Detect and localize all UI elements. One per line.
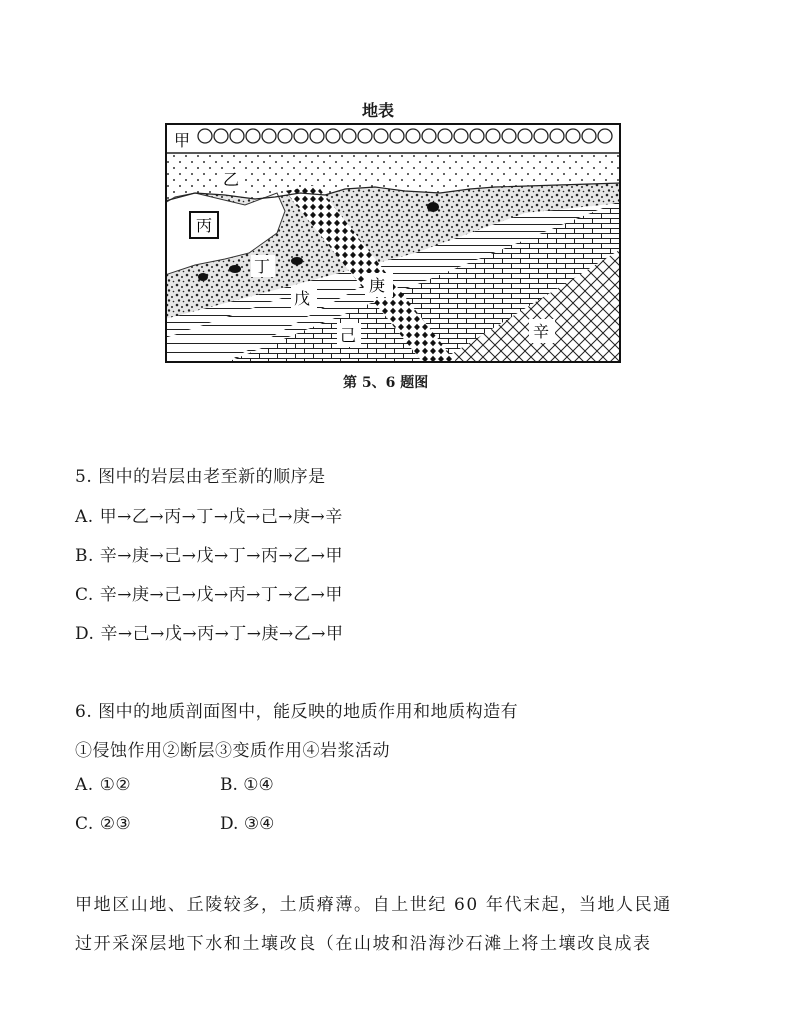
q5-option-c[interactable]: C. 辛→庚→己→戊→丙→丁→乙→甲 — [75, 585, 343, 605]
q5-option-d[interactable]: D. 辛→己→戊→丙→丁→庚→乙→甲 — [75, 624, 344, 644]
label-xin: 辛 — [533, 322, 550, 341]
figure-caption: 第 5、6 题图 — [343, 375, 429, 391]
label-ji: 己 — [340, 326, 357, 345]
q6-items: ①侵蚀作用②断层③变质作用④岩浆活动 — [75, 741, 390, 761]
jia-circle — [502, 129, 516, 143]
jia-circle — [534, 129, 548, 143]
label-bing: 丙 — [196, 216, 213, 235]
label-geng: 庚 — [369, 276, 386, 295]
jia-circle — [438, 129, 452, 143]
passage-line-1: 甲地区山地、丘陵较多，土质瘠薄。自上世纪 60 年代末起，当地人民通 — [75, 895, 672, 915]
label-ding: 丁 — [254, 257, 271, 276]
label-wu: 戊 — [294, 289, 311, 308]
jia-circle — [198, 129, 212, 143]
jia-circle — [310, 129, 324, 143]
jia-circle — [470, 129, 484, 143]
jia-circle — [518, 129, 532, 143]
jia-circle — [230, 129, 244, 143]
passage-line-2: 过开采深层地下水和土壤改良（在山坡和沿海沙石滩上将土壤改良成表 — [75, 934, 652, 954]
label-yi-top: 乙 — [223, 170, 240, 189]
jia-circle — [454, 129, 468, 143]
jia-circle — [422, 129, 436, 143]
jia-circle — [374, 129, 388, 143]
geologic-cross-section — [165, 123, 621, 363]
jia-circle — [406, 129, 420, 143]
jia-circle — [246, 129, 260, 143]
figure-top-label: 地表 — [362, 101, 395, 120]
jia-circle — [262, 129, 276, 143]
q6-option-b[interactable]: B. ①④ — [220, 775, 274, 795]
q5-option-a[interactable]: A. 甲→乙→丙→丁→戊→己→庚→辛 — [75, 507, 343, 527]
q6-stem: 6. 图中的地质剖面图中，能反映的地质作用和地质构造有 — [75, 702, 519, 722]
jia-circle — [582, 129, 596, 143]
q6-option-a[interactable]: A. ①② — [75, 775, 132, 795]
jia-circle — [550, 129, 564, 143]
jia-circle — [598, 129, 612, 143]
q5-stem: 5. 图中的岩层由老至新的顺序是 — [75, 467, 326, 487]
jia-circle — [486, 129, 500, 143]
jia-circle — [294, 129, 308, 143]
jia-circle — [566, 129, 580, 143]
q5-option-b[interactable]: B. 辛→庚→己→戊→丁→丙→乙→甲 — [75, 546, 344, 566]
q6-option-d[interactable]: D. ③④ — [220, 814, 275, 834]
jia-circle — [342, 129, 356, 143]
jia-circle — [326, 129, 340, 143]
q6-option-c[interactable]: C. ②③ — [75, 814, 132, 834]
jia-circle — [358, 129, 372, 143]
jia-circle — [390, 129, 404, 143]
label-jia: 甲 — [174, 131, 191, 150]
jia-circle — [214, 129, 228, 143]
jia-circle — [278, 129, 292, 143]
